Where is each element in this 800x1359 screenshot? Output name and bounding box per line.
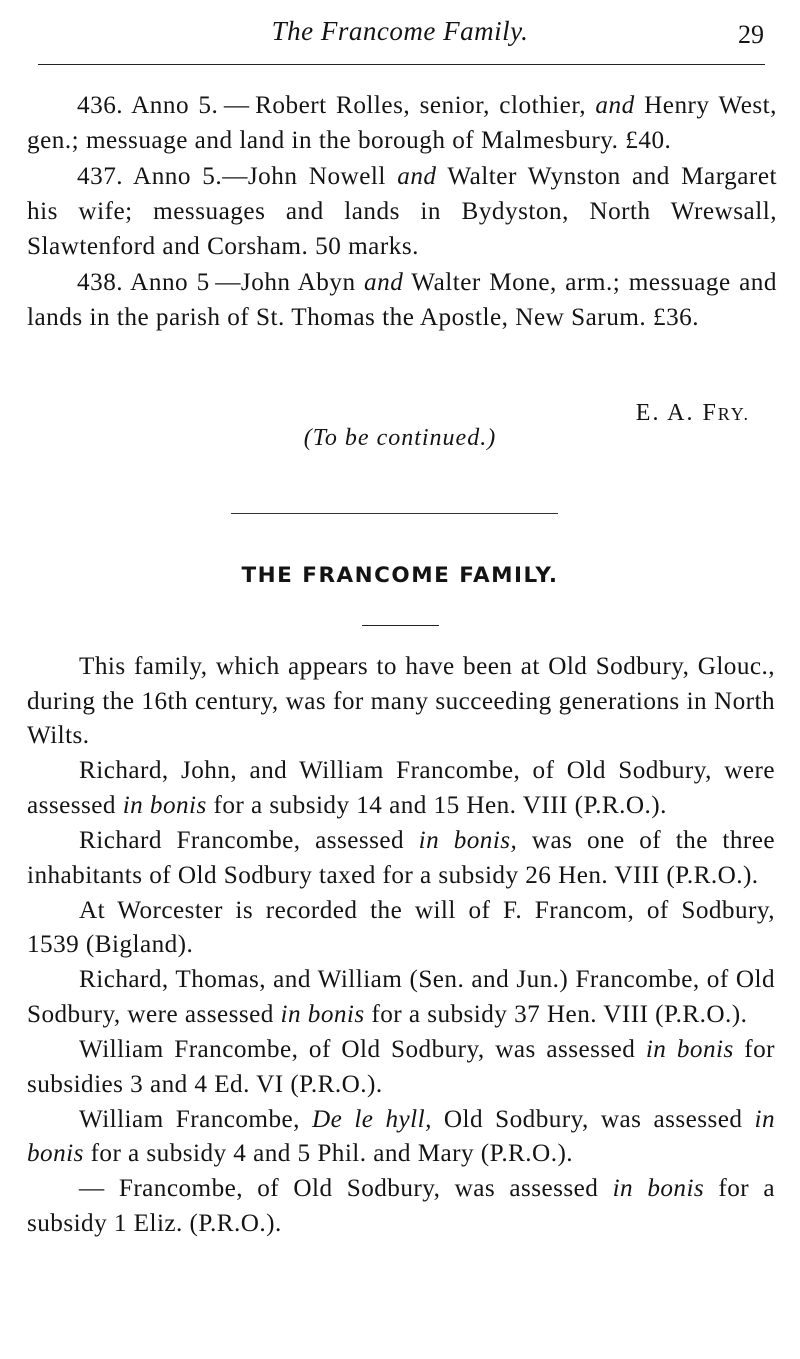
paragraph-italic: in bonis [645,1036,734,1064]
paragraph [27,754,775,823]
paragraph-text: William Francombe, [79,1105,312,1133]
fine-text: Anno 5. — Robert Rolles, senior, clothier, [131,92,596,119]
paragraph-text: for a subsidy 1 Eliz. (P.R.O.). [27,1175,775,1237]
paragraph-text: William Francombe, of Old Sodbury, was assessed [79,1036,646,1064]
author-signature [636,400,750,427]
paragraph-text: At Worcester is recorded the will of F. Francom, of Sodbury, 1539 (Bigland). [27,896,775,959]
header-rule [38,64,765,65]
signature-initials: E. A. F [635,400,718,426]
section-divider [231,513,558,514]
fine-text: Henry West, gen.; messuage and land in the borough of Malmesbury. £40. [27,92,777,154]
paragraph [27,1033,775,1102]
paragraph-italic: in bonis [612,1175,705,1203]
fine-number: 438. [77,269,124,296]
fine-entry-437 [27,159,777,264]
fine-number: 437. [77,163,124,190]
article-body [27,650,775,1242]
fine-italic: and [595,92,635,119]
paragraph-text: Richard, Thomas, and William (Sen. and Jun.) Francombe, of Old Sodbury, were assessed [27,966,775,1028]
fine-italic: and [364,269,404,296]
paragraph-italic: De le hyll, [311,1105,432,1133]
paragraph-text: — Francombe, of Old Sodbury, was assessed [79,1175,613,1203]
paragraph-text: Old Sodbury, was assessed [431,1105,755,1133]
signature-smallcaps: RY. [717,404,750,424]
paragraph-text: Richard, John, and William Francombe, of Old Sodbury, were assessed [27,757,775,819]
paragraph-text: Richard Francombe, assessed [79,826,419,854]
paragraph-text: for a subsidy 14 and 15 Hen. VIII (P.R.O.). [206,791,667,819]
title-rule [362,625,439,626]
paragraph-text: for a subsidy 4 and 5 Phil. and Mary (P.R.O.). [83,1140,574,1168]
paragraph-text: This family, which appears to have been at Old Sodbury, Glouc., during the 16th century, was for many succeeding generations in North Wilts. [27,653,775,750]
running-head [36,14,764,54]
paragraph-text: was one of the three inhabitants of Old Sodbury taxed for a subsidy 26 Hen. VIII (P.R.O.). [27,826,775,889]
fine-number: 436. [77,92,124,119]
paragraph-text: for subsidies 3 and 4 Ed. VI (P.R.O.). [27,1036,776,1098]
fines-list [27,88,777,335]
to-be-continued-note: (To be continued.) [303,425,497,451]
paragraph-italic: in bonis, [418,826,518,854]
paragraph-italic: in bonis [27,1105,776,1168]
fine-entry-438 [27,265,777,335]
fine-italic: and [397,163,437,190]
paragraph [27,894,775,963]
paragraph [27,1172,775,1241]
fine-entry-436 [27,88,777,158]
paragraph-italic: in bonis [122,791,207,819]
running-title: The Francome Family. [271,16,529,46]
article-title: THE FRANCOME FAMILY. [241,563,559,588]
fine-text: Walter Mone, arm.; messuage and lands in the parish of St. Thomas the Apostle, New Sarum. £36. [27,269,777,331]
fine-text: Walter Wynston and Margaret his wife; messuages and lands in Bydyston, North Wrewsall, Slawtenford and Corsham. 50 marks. [27,163,777,260]
fine-text: Anno 5.—John Nowell [133,163,398,190]
paragraph [27,963,775,1032]
page-number: 29 [738,20,764,49]
paragraph [27,1103,775,1172]
paragraph-text: for a subsidy 37 Hen. VIII (P.R.O.). [364,1000,748,1028]
paragraph [27,824,775,893]
fine-text: Anno 5 —John Abyn [130,269,365,296]
paragraph [27,650,775,754]
paragraph-italic: in bonis [280,1000,365,1028]
